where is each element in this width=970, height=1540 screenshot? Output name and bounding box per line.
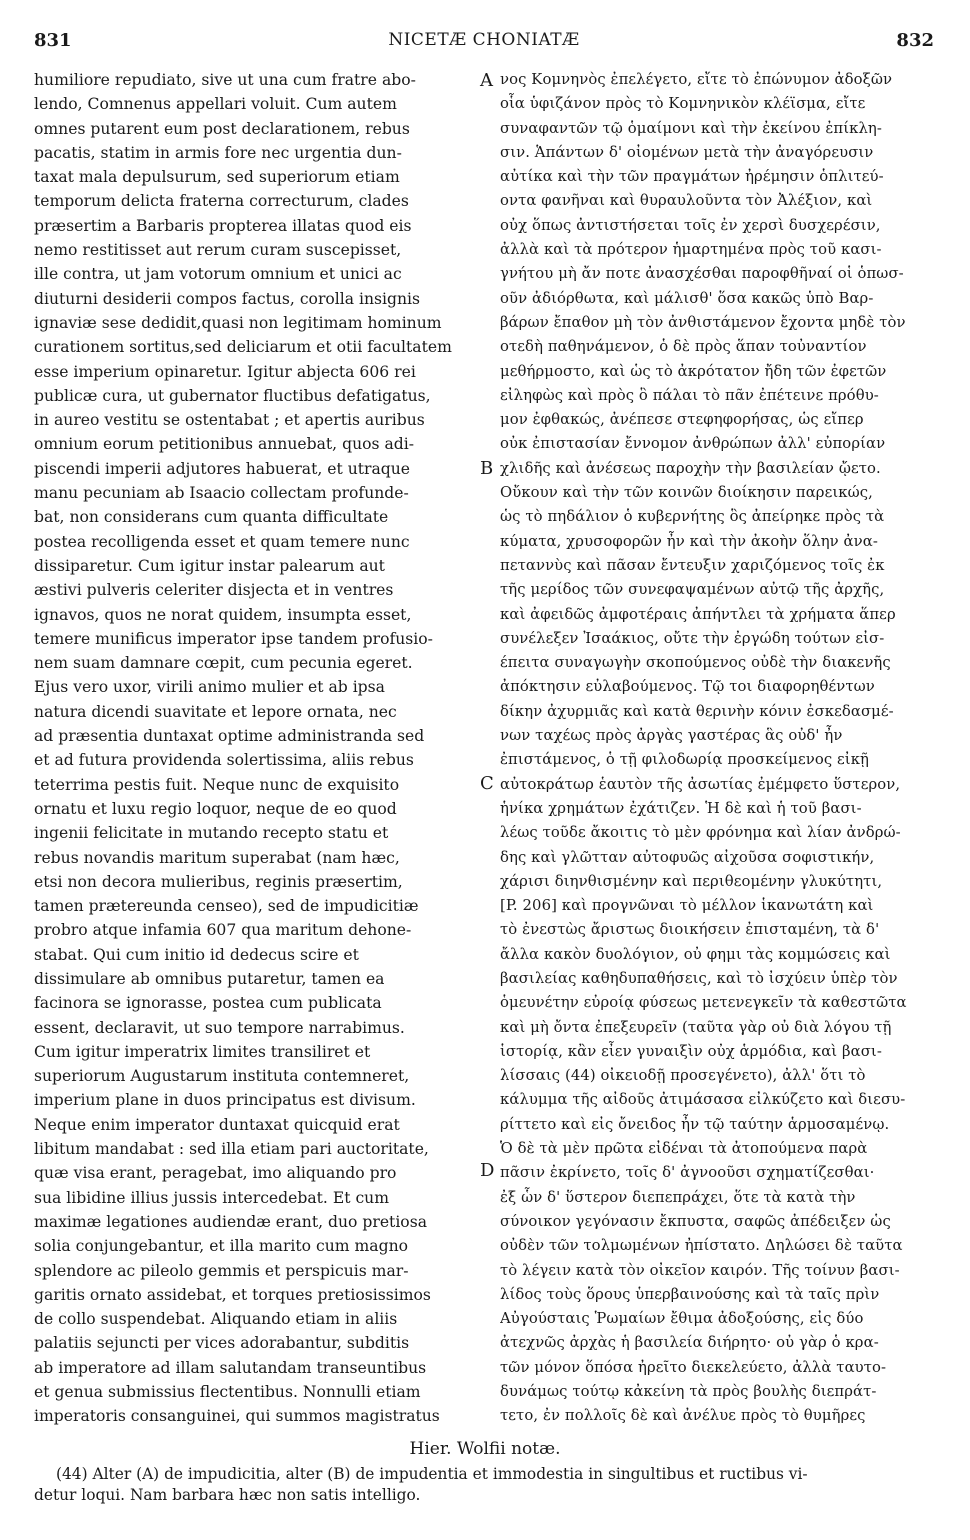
latin-text-line: splendore ac pileolo gemmis et perspicuis mar-	[34, 1261, 409, 1280]
greek-text-line: οῦν ἀδιόρθωτα, καὶ μάλισθ' ὅσα κακῶς ὑπὸ Βαρ-	[500, 289, 874, 307]
latin-text-line: dissimulare ab omnibus putaretur, tamen ea	[34, 969, 385, 988]
greek-text-line: ἐξ ὧν δ' ὕστερον διεπεπράχει, ὅτε τὰ κατὰ τὴν	[500, 1188, 856, 1206]
greek-text-line: [P. 206] καὶ προγνῶναι τὸ μέλλον ἱκανωτάτη καὶ	[500, 897, 874, 915]
page-number-right: 832	[896, 30, 934, 51]
greek-text-line: ἱστορίᾳ, κἂν εἶεν γυναιξὶν οὐχ ἁρμόδια, καὶ βασι-	[500, 1042, 882, 1060]
greek-text-line: καὶ μὴ ὄντα ἐπεξευρεῖν (ταῦτα γὰρ οὐ διὰ λόγου τῇ	[500, 1018, 892, 1036]
latin-text-line: publicæ cura, ut gubernator fluctibus defatigatus,	[34, 386, 431, 405]
latin-text-line: curationem sortitus,sed deliciarum et otii facultatem	[34, 338, 452, 357]
greek-text-line: βασιλείας καθηδυπαθήσεις, καὶ τὸ ἰσχύειν ὑπὲρ τὸν	[500, 969, 898, 987]
greek-text-line: τὸ ἐνεστὼς ἄριστως διοικήσειν ἐπισταμένη, τὰ δ'	[500, 921, 880, 939]
greek-text-line: γνήτου μὴ ἄν ποτε ἀνασχέσθαι παροφθῆναί οἱ ὁπωσ-	[500, 265, 904, 283]
greek-text-line: σιν. Ἁπάντων δ' οἰομένων μετὰ τὴν ἀναγόρευσιν	[500, 143, 874, 161]
greek-text-line: πεταννὺς καὶ πᾶσαν ἔντευξιν χαριζόμενος τοῖς ἐκ	[500, 556, 885, 574]
note-line: (44) Alter (A) de impudicitia, alter (B) de impudentia et immodestia in singultibus et ructibus vi-	[56, 1465, 808, 1483]
latin-column	[34, 68, 478, 1429]
latin-text-line: facinora se ignorasse, postea cum publicata	[34, 994, 382, 1013]
latin-text-line: nemo restitisset aut rerum curam suscepisset,	[34, 241, 402, 260]
greek-text-line: οὐδὲν τῶν τολμωμένων ἠπίστατο. Δηλώσει δὲ ταῦτα	[500, 1237, 903, 1255]
latin-text-line: maximæ legationes audiendæ erant, duo pretiosa	[34, 1212, 427, 1231]
greek-text-line: ἀπόκτησιν εὐλαβούμενος. Τῷ τοι διαφορηθέντων	[500, 678, 875, 696]
greek-text-line: ἀτεχνῶς ἀρχὰς ἡ βασιλεία διήρητο· οὐ γὰρ ὁ κρα-	[500, 1334, 879, 1352]
greek-text-line: έπειτα συναγωγὴν σκοπούμενος οὐδὲ τὴν διακενῆς	[500, 654, 891, 672]
latin-text-line: postea recolligenda esset et quam temere nunc	[34, 532, 410, 551]
greek-column	[500, 68, 938, 1429]
latin-text-line: natura dicendi suavitate et lepore ornata, nec	[34, 702, 397, 721]
greek-text-line: ἡνίκα χρημάτων ἐχάτιζεν. Ἡ δὲ καὶ ἡ τοῦ βασι-	[500, 799, 862, 817]
note-line: detur loqui. Nam barbara hæc non satis intelligo.	[34, 1486, 421, 1504]
greek-text-line: μεθήρμοστο, καὶ ὡς τὸ ἀκρότατον ἤδη τῶν ἐφετῶν	[500, 362, 887, 380]
greek-text-line: τῆς μερίδος τῶν συνεφαψαμένων αὐτῷ τῆς ἀρχῆς,	[500, 581, 885, 599]
latin-text-line: humiliore repudiato, sive ut una cum fratre abo-	[34, 71, 416, 89]
latin-text-line: garitis ornato assidebat, et torques pretiosissimos	[34, 1285, 431, 1304]
greek-text-line: οὐκ ἐπιστασίαν ἔννομον ἀνθρώπων ἀλλ' εὐπορίαν	[500, 435, 886, 453]
latin-text-line: superiorum Augustarum instituta contemneret,	[34, 1067, 410, 1086]
greek-text-line: οὐχ ὅπως ἀντιστήσεται τοῖς ἐν χερσὶ δυσχερέσιν,	[500, 216, 881, 234]
greek-text-line: ἄλλα κακὸν δυολόγιον, οὐ φημι τὰς κομμώσεις καὶ	[500, 945, 891, 963]
latin-text-line: Ejus vero uxor, virili animo mulier et ab ipsa	[34, 678, 385, 697]
latin-text-line: omnium eorum petitionibus annuebat, quos adi-	[34, 435, 414, 454]
greek-text-line: τῶν μόνον ὅπόσα ἠρεῖτο διεκελεύετο, ἀλλὰ ταυτο-	[500, 1358, 887, 1376]
greek-text-line: Ὁ δὲ τὰ μὲν πρῶτα εἰδέναι τὰ ἀτοπούμενα παρὰ	[500, 1140, 868, 1158]
latin-text-line: præsertim a Barbaris propterea illatas quod eis	[34, 216, 412, 235]
greek-text-line: μον ἐφθακώς, ἀνέπεσε στεφηφορήσας, ὡς εἴπερ	[500, 411, 864, 429]
page-number-left: 831	[34, 30, 72, 51]
latin-text-line: stabat. Qui cum initio id dedecus scire et	[34, 945, 359, 964]
notes-body	[34, 1464, 934, 1506]
greek-text-line: λίσσαις (44) οἰκειοδῇ προσεγένετο), ἀλλ' ὅτι τὸ	[500, 1067, 866, 1085]
latin-text-line: probro atque infamia 607 qua maritum dehone-	[34, 921, 412, 940]
latin-text-line: teterrima pestis fuit. Neque nunc de exquisito	[34, 775, 400, 794]
latin-text-line: quæ visa erant, peragebat, imo aliquando pro	[34, 1164, 397, 1183]
greek-text-line: αὐτοκράτωρ ἑαυτὸν τῆς ἀσωτίας ἐμέμφετο ὕστερον,	[500, 775, 901, 793]
greek-text-line: τετο, ἐν πολλοῖς δὲ καὶ ἀνέλυε πρὸς τὸ θυμῆρες	[500, 1407, 866, 1425]
latin-text-line: Cum igitur imperatrix limites transiliret et	[34, 1042, 371, 1061]
latin-text-line: ille contra, ut jam votorum omnium et unici ac	[34, 265, 402, 284]
latin-text-line: esse imperium opinaretur. Igitur abjecta 606 rei	[34, 362, 416, 381]
latin-text-line: essent, declaravit, ut suo tempore narrabimus.	[34, 1018, 405, 1037]
latin-text-line: palatiis sejuncti per vices adorabantur, subditis	[34, 1334, 410, 1353]
section-marker-a: A	[480, 70, 493, 91]
greek-text-line: ὡς τὸ πηδάλιον ὁ κυβερνήτης ὃς ἀπείρηκε πρὸς τὰ	[500, 508, 885, 526]
greek-text-line: κύματα, χρυσοφορῶν ἦν καὶ τὴν ἀκοὴν ὅλην ἀνα-	[500, 532, 878, 550]
latin-text-line: imperium plane in duos principatus est divisum.	[34, 1091, 416, 1110]
greek-text-line: τὸ λέγειν κατὰ τὸν οἰκεῖον καιρόν. Τῆς τοίνυν βασι-	[500, 1261, 900, 1279]
latin-text-line: dissiparetur. Cum igitur instar palearum aut	[34, 556, 385, 575]
section-marker-b: B	[480, 458, 494, 479]
greek-text-line: κάλυμμα τῆς αἰδοῦς ἀτιμάσασα εἰλκύζετο καὶ διεσυ-	[500, 1091, 906, 1109]
latin-text-line: etsi non decora mulieribus, reginis præsertim,	[34, 872, 403, 891]
latin-text-line: taxat mala depulsurum, sed superiorum etiam	[34, 168, 400, 187]
latin-text-line: æstivi pulveris celeriter disjecta et in ventres	[34, 581, 394, 600]
greek-text-line: χλιδῆς καὶ ἀνέσεως παροχὴν τὴν βασιλείαν ᾤετο.	[500, 459, 881, 477]
greek-text-line: ὁμευνέτην εὐροίᾳ φύσεως μετενεγκεῖν τὰ καθεστῶτα	[500, 994, 907, 1012]
latin-text-line: imperatoris consanguinei, qui summos magistratus	[34, 1407, 440, 1426]
latin-text-line: libitum mandabat : sed illa etiam pari auctoritate,	[34, 1140, 429, 1159]
latin-text-line: de collo suspendebat. Aliquando etiam in aliis	[34, 1310, 398, 1329]
greek-text-line: δίκην ἀχυρμιᾶς καὶ κατὰ θερινὴν κόνιν ἐσκεδασμέ-	[500, 702, 894, 720]
greek-text-line: δης καὶ γλῶτταν αὐτοφυῶς αἰχοῦσα σοφιστικήν,	[500, 848, 875, 866]
latin-text-line: tamen prætereunda censeo), sed de impudicitiæ	[34, 897, 419, 916]
greek-text-line: οντα φανῆναι καὶ θυραυλοῦντα τὸν Ἀλέξιον, καὶ	[500, 192, 873, 210]
latin-text-line: solia conjungebantur, et illa marito cum magno	[34, 1237, 409, 1256]
greek-text-line: νος Κομνηνὸς ἐπελέγετο, εἴτε τὸ ἐπώνυμον ἀδοξῶν	[500, 71, 893, 88]
latin-text-line: piscendi imperii adjutores habuerat, et utraque	[34, 459, 411, 478]
latin-text-line: ornatu et luxu regio loquor, neque de eo quod	[34, 799, 397, 818]
greek-text-line: βάρων ἔπαθον μὴ τὸν ἀνθιστάμενον ἔχοντα μηδὲ τὸν	[500, 313, 906, 331]
latin-text-line: et genua submissius flectentibus. Nonnulli etiam	[34, 1383, 421, 1402]
latin-text-line: bat, non considerans cum quanta difficultate	[34, 508, 389, 527]
latin-text-line: temporum delicta fraterna correcturum, clades	[34, 192, 409, 211]
section-marker-c: C	[480, 773, 494, 794]
greek-text-line: νων ταχέως πρὸς ἀργὰς γαστέρας ἃς οὐδ' ἦν	[500, 727, 843, 745]
greek-text-line: πᾶσιν ἐκρίνετο, τοῖς δ' ἀγνοοῦσι σχηματίζεσθαι·	[500, 1164, 875, 1182]
latin-text-line: diuturni desiderii compos factus, corolla insignis	[34, 289, 421, 308]
latin-text-line: ad præsentia duntaxat optime administranda sed	[34, 727, 425, 746]
greek-text-line: λέως τοῦδε ἄκοιτις τὸ μὲν φρόνημα καὶ λίαν ἀνδρώ-	[500, 824, 901, 842]
greek-text-line: ἐπιστάμενος, ὁ τῇ φιλοδωρίᾳ προσκείμενος εἰκῇ	[500, 751, 870, 769]
greek-text-line: οἷα ὑφιζάνον πρὸς τὸ Κομνηνικὸν κλέϊσμα, εἴτε	[500, 95, 866, 113]
section-marker-d: D	[480, 1160, 495, 1181]
running-title: NICETÆ CHONIATÆ	[388, 30, 580, 50]
latin-text-line: ingenii felicitate in mutando recepto statu et	[34, 824, 389, 843]
running-header	[34, 30, 934, 56]
notes-heading: Hier. Wolfii notæ.	[409, 1439, 561, 1459]
greek-text-line: ἀλλὰ καὶ τὰ πρότερον ἡμαρτημένα πρὸς τοῦ κασι-	[500, 241, 882, 259]
latin-text-line: ignavos, quos ne norat quidem, insumpta esset,	[34, 605, 412, 624]
greek-text-line: ρίττετο καὶ εἰς ὄνειδος ἦν τῷ ταύτην ἁρμοσαμένῳ.	[500, 1115, 890, 1133]
latin-text-line: rebus novandis maritum superabat (nam hæc,	[34, 848, 400, 867]
greek-text-line: συναφαντῶν τῷ ὁμαίμονι καὶ τὴν ἐκείνου ἐπίκλη-	[500, 119, 882, 137]
latin-text-line: in aureo vestitu se ostentabat ; et apertis auribus	[34, 411, 425, 430]
greek-text-line: εἰληφὼς καὶ πρὸς ὃ πάλαι τὸ πᾶν ἐπέτεινε πρόθυ-	[500, 386, 879, 404]
greek-text-line: σύνοικον γεγόνασιν ἔκπυστα, σαφῶς ἀπέδειξεν ὡς	[500, 1212, 891, 1230]
greek-text-line: αὐτίκα καὶ τὴν τῶν πραγμάτων ἠρέμησιν ὁπλιτεύ-	[500, 168, 884, 186]
latin-text-line: pacatis, statim in armis fore nec urgentia dun-	[34, 143, 402, 162]
greek-text-line: καὶ ἀφειδῶς ἀμφοτέραις ἀπήντλει τὰ χρήματα ἅπερ	[500, 605, 896, 623]
latin-text-line: sua libidine illius jussis intercedebat. Et cum	[34, 1188, 390, 1207]
greek-text-line: δυνάμως τούτῳ κἀκείνη τὰ πρὸς βουλὴς διεπράτ-	[500, 1383, 877, 1401]
latin-text-line: ignaviæ sese dedidit,quasi non legitimam hominum	[34, 313, 442, 332]
latin-text-line: et ad futura providenda solertissima, aliis rebus	[34, 751, 414, 770]
greek-text-line: Αὐγούσταις Ῥωμαίων ἔθιμα ἀδοξούσης, εἰς δύο	[500, 1310, 864, 1328]
latin-text-line: omnes putarent eum post declarationem, rebus	[34, 119, 410, 138]
latin-text-line: ab imperatore ad illam salutandam transeuntibus	[34, 1358, 427, 1377]
latin-text-line: Neque enim imperator duntaxat quicquid erat	[34, 1115, 400, 1134]
latin-text-line: lendo, Comnenus appellari voluit. Cum autem	[34, 95, 397, 114]
latin-text-line: nem suam damnare cœpit, cum pecunia egeret.	[34, 654, 413, 673]
greek-text-line: λίδος τοὺς ὅρους ὑπερβαινούσης καὶ τὰ ταῖς πρὶν	[500, 1285, 880, 1303]
greek-text-line: Οὔκουν καὶ τὴν τῶν κοινῶν διοίκησιν παρεικώς,	[500, 484, 873, 502]
greek-text-line: χάρισι διηνθισμένην καὶ περιθεομένην γλυκύτητι,	[500, 872, 883, 890]
greek-text-line: συνέλεξεν Ἰσαάκιος, οὔτε τὴν ἐργώδη τούτων εἰσ-	[500, 629, 885, 647]
greek-text-line: οτεδὴ παθηνάμενον, ὁ δὲ πρὸς ἅπαν τοὐναντίον	[500, 338, 867, 356]
latin-text-line: temere munificus imperator ipse tandem profusio-	[34, 629, 433, 648]
latin-text-line: manu pecuniam ab Isaacio collectam profunde-	[34, 484, 409, 503]
